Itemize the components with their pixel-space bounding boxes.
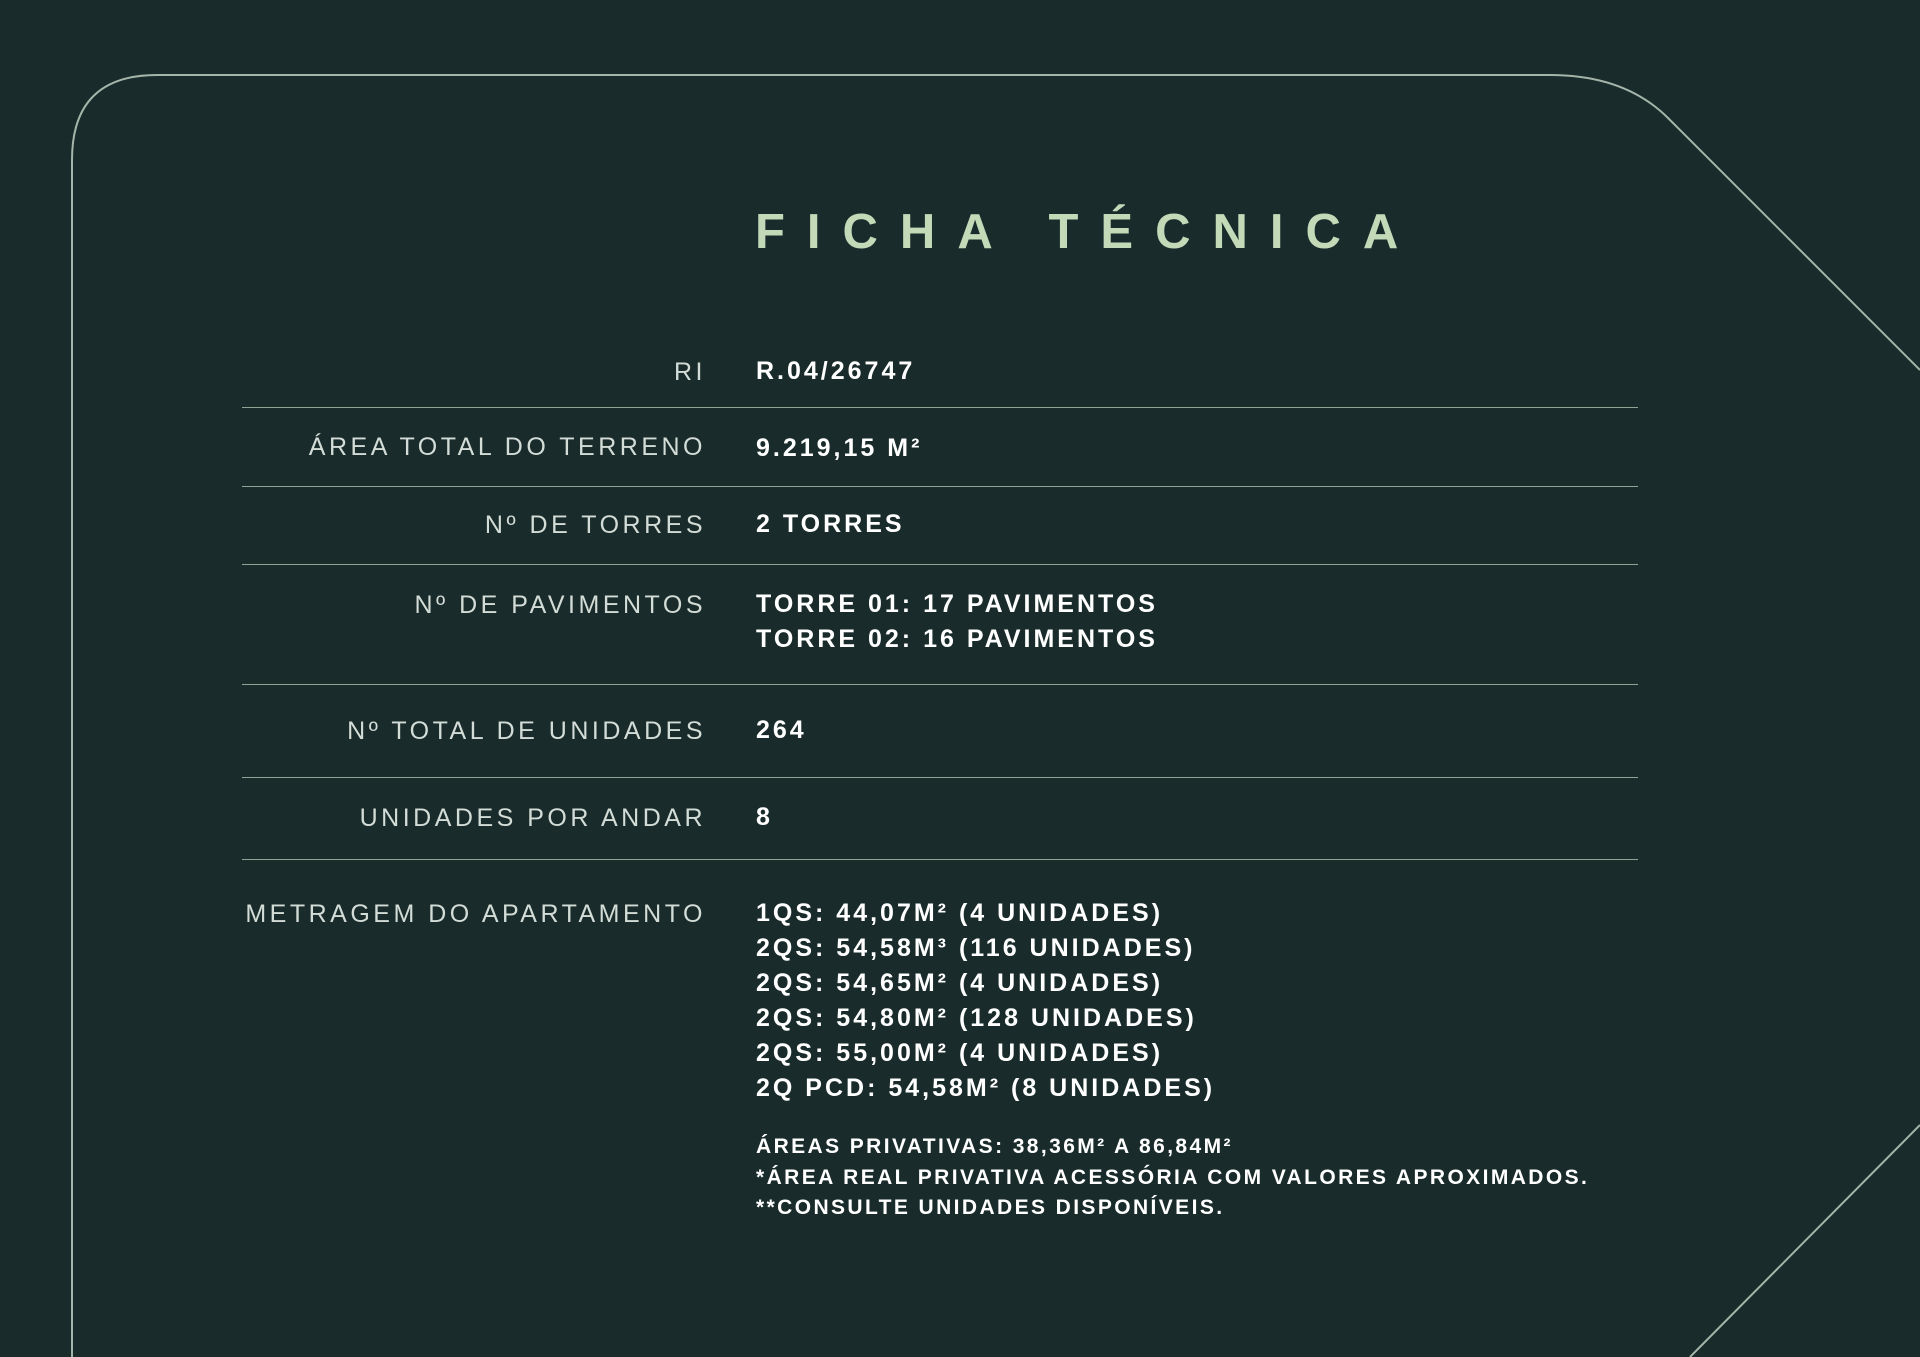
spec-value-line: 2QS: 54,65M² (4 UNIDADES) — [756, 969, 1164, 997]
spec-value — [756, 431, 922, 466]
spec-label: Nº DE TORRES — [484, 511, 706, 539]
spec-note-line: *ÁREA REAL PRIVATIVA ACESSÓRIA COM VALORES APROXIMADOS. — [756, 1165, 1590, 1189]
spec-value — [756, 354, 915, 389]
spec-value-line: R.04/26747 — [756, 357, 916, 385]
spec-row-total-unidades — [242, 685, 1638, 778]
spec-notes — [756, 1132, 1589, 1224]
spec-label: ÁREA TOTAL DO TERRENO — [308, 433, 706, 461]
spec-row-area-terreno — [242, 408, 1638, 487]
spec-value — [756, 587, 1158, 657]
spec-value — [756, 800, 773, 835]
spec-value-line: 2Q PCD: 54,58M² (8 UNIDADES) — [756, 1074, 1216, 1102]
spec-value — [756, 713, 807, 748]
spec-label: Nº DE PAVIMENTOS — [414, 591, 706, 619]
spec-value-line: 9.219,15 M² — [756, 434, 923, 462]
spec-value — [756, 896, 1589, 1224]
spec-value-line: 2QS: 54,80M² (128 UNIDADES) — [756, 1004, 1197, 1032]
spec-row-pavimentos — [242, 565, 1638, 685]
spec-label: METRAGEM DO APARTAMENTO — [245, 900, 706, 928]
page-title: FICHA TÉCNICA — [755, 205, 1421, 259]
spec-row-metragem — [242, 860, 1638, 1224]
spec-value-line: 2QS: 55,00M² (4 UNIDADES) — [756, 1039, 1164, 1067]
spec-row-torres — [242, 487, 1638, 565]
spec-value-line: 8 — [756, 803, 773, 831]
card-border-corner — [1690, 1125, 1920, 1357]
spec-value-line: TORRE 02: 16 PAVIMENTOS — [756, 625, 1158, 653]
spec-row-ri — [242, 332, 1638, 408]
spec-table — [242, 332, 1638, 1224]
spec-value-line: 2QS: 54,58M³ (116 UNIDADES) — [756, 934, 1196, 962]
spec-value — [756, 507, 905, 542]
spec-label: Nº TOTAL DE UNIDADES — [347, 717, 706, 745]
spec-value-line: 264 — [756, 716, 807, 744]
spec-label: UNIDADES POR ANDAR — [359, 804, 706, 832]
spec-note-line: ÁREAS PRIVATIVAS: 38,36M² A 86,84M² — [756, 1135, 1233, 1158]
spec-note-line: **CONSULTE UNIDADES DISPONÍVEIS. — [756, 1196, 1225, 1219]
spec-value-line: TORRE 01: 17 PAVIMENTOS — [756, 590, 1158, 618]
spec-value-line: 2 TORRES — [756, 510, 905, 538]
spec-row-unidades-andar — [242, 778, 1638, 860]
spec-value-line: 1QS: 44,07M² (4 UNIDADES) — [756, 899, 1164, 927]
spec-label: RI — [674, 358, 706, 386]
